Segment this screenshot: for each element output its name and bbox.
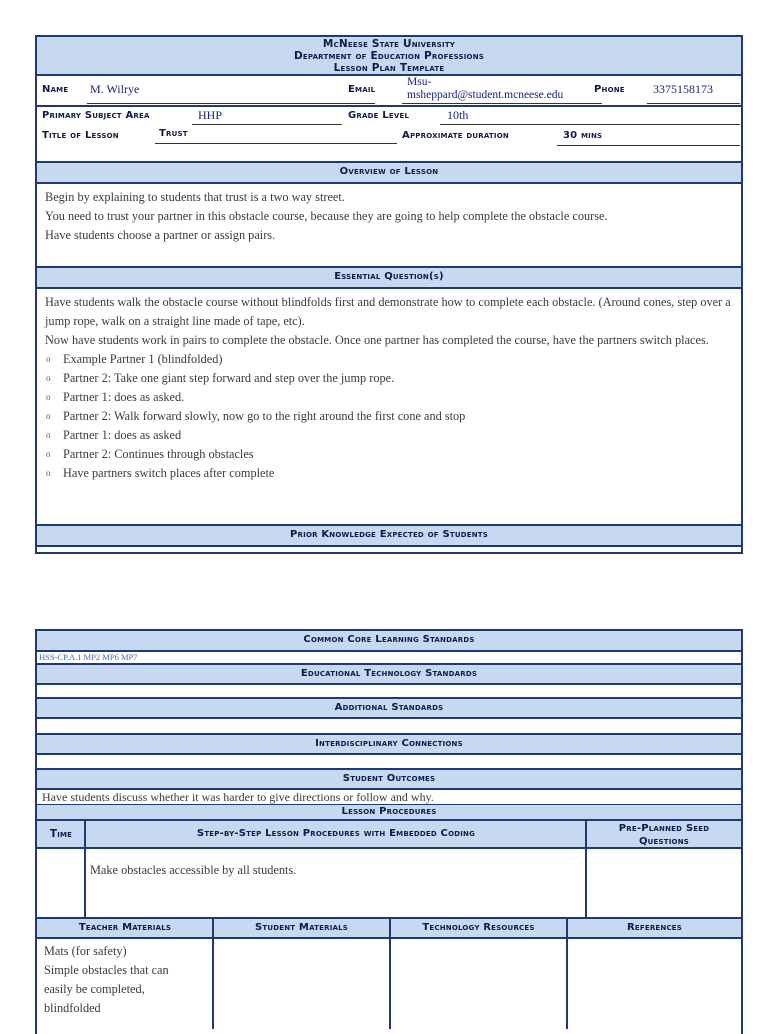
outcomes-value: Have students discuss whether it was harder to give directions or follow and why.: [42, 790, 434, 804]
common-core-body: [37, 652, 741, 665]
procedure-step-text: Make obstacles accessible by all students.: [90, 863, 297, 877]
subject-label: Primary Subject Area: [42, 110, 150, 121]
spacer-row: [37, 146, 741, 163]
essential-body: [37, 289, 741, 526]
grade-underline: [440, 124, 740, 125]
ed-tech-heading: Educational Technology Standards: [300, 668, 478, 679]
email-value-line1: Msu-: [407, 76, 432, 88]
name-value: M. Wilrye: [90, 82, 140, 96]
duration-value: 30 mins: [563, 130, 603, 141]
list-item: o Partner 2: Take one giant step forward and step over the jump rope.: [37, 369, 741, 388]
overview-heading-band: [37, 163, 741, 184]
phone-value: 3375158173: [653, 82, 713, 96]
grade-label: Grade Level: [348, 110, 410, 121]
list-item: o Partner 1: does as asked.: [37, 388, 741, 407]
teacher-materials-heading: Teacher Materials: [78, 922, 172, 933]
lesson-plan-header-table: [35, 35, 743, 554]
title-value: Trust: [159, 128, 188, 139]
student-materials-heading: Student Materials: [254, 922, 349, 933]
teacher-material-line: Mats (for safety): [44, 944, 127, 958]
teacher-material-line: easily be completed,: [44, 982, 145, 996]
column-divider: [566, 939, 568, 1029]
overview-body: [37, 184, 741, 268]
materials-header-row: [37, 919, 741, 939]
procedures-heading-band: [37, 805, 741, 821]
procedures-body-row: [37, 849, 741, 919]
department-name: Department of Education Professions: [293, 50, 485, 62]
name-underline: [87, 103, 375, 104]
list-item: o Have partners switch places after complete: [37, 464, 741, 483]
materials-body-row: [37, 939, 741, 1029]
outcomes-heading: Student Outcomes: [342, 773, 436, 784]
essential-heading-band: [37, 268, 741, 289]
prior-knowledge-heading-band: [37, 526, 741, 547]
title-underline: [155, 143, 397, 144]
technology-resources-heading: Technology Resources: [422, 922, 535, 933]
title-band: [37, 37, 741, 76]
subject-value: HHP: [198, 108, 223, 122]
procedures-heading: Lesson Procedures: [341, 806, 437, 817]
subject-row: [37, 107, 741, 126]
standards-table: [35, 629, 743, 1034]
list-item: o Partner 1: does as asked: [37, 426, 741, 445]
subject-underline: [192, 124, 342, 125]
overview-heading: Overview of Lesson: [339, 166, 439, 177]
column-steps: Step-by-Step Lesson Procedures with Embedded Coding: [196, 828, 476, 839]
outcomes-body: [37, 790, 741, 805]
grade-value: 10th: [447, 108, 469, 122]
essential-paragraph-1: Have students walk the obstacle course without blindfolds first and demonstrate how to complete each obstacle. (Around cones, step over a jump rope, walk on a straight line made of tape, etc).: [45, 295, 731, 328]
common-core-heading-band: [37, 631, 741, 652]
list-item: o Partner 2: Walk forward slowly, now go to the right around the first cone and stop: [37, 407, 741, 426]
email-value-line2: msheppard@student.mcneese.edu: [407, 89, 564, 101]
outcomes-heading-band: [37, 770, 741, 790]
duration-label: Approximate duration: [402, 130, 509, 141]
overview-line-3: Have students choose a partner or assign pairs.: [45, 228, 276, 242]
phone-underline: [647, 103, 740, 104]
essential-heading: Essential Question(s): [334, 271, 444, 282]
phone-label: Phone: [594, 84, 625, 95]
email-underline: [402, 103, 602, 104]
title-row: [37, 126, 741, 146]
ed-tech-heading-band: [37, 665, 741, 685]
template-name: Lesson Plan Template: [333, 62, 445, 74]
procedures-column-header-row: [37, 821, 741, 849]
common-core-heading: Common Core Learning Standards: [303, 634, 475, 645]
overview-line-2: You need to trust your partner in this obstacle course, because they are going to help complete the obstacle course.: [45, 209, 608, 223]
name-row: [37, 76, 741, 107]
column-divider: [84, 849, 86, 917]
teacher-materials-list: [44, 942, 169, 1018]
ed-tech-body: [37, 685, 741, 699]
interdisciplinary-heading-band: [37, 735, 741, 755]
list-item: o Example Partner 1 (blindfolded): [37, 350, 741, 369]
name-label: Name: [42, 84, 69, 95]
interdisciplinary-heading: Interdisciplinary Connections: [315, 738, 463, 749]
additional-heading-band: [37, 699, 741, 719]
column-divider: [389, 939, 391, 1029]
common-core-value: HSS-CP.A.1 MP2 MP6 MP7: [39, 652, 138, 662]
column-divider: [585, 849, 587, 917]
additional-body: [37, 719, 741, 735]
column-divider: [212, 939, 214, 1029]
overview-line-1: Begin by explaining to students that trust is a two way street.: [45, 190, 345, 204]
essential-paragraph-2: Now have students work in pairs to complete the obstacle. Once one partner has completed the course, have the partners switch places.: [45, 333, 709, 347]
teacher-material-line: Simple obstacles that can: [44, 963, 169, 977]
column-seed-questions: Pre-Planned Seed Questions: [618, 823, 710, 847]
essential-bullet-list: [37, 350, 741, 483]
additional-heading: Additional Standards: [334, 702, 444, 713]
title-label: Title of Lesson: [42, 130, 119, 141]
references-heading: References: [626, 922, 683, 933]
interdisciplinary-body: [37, 755, 741, 770]
university-name: McNeese State University: [322, 38, 456, 50]
column-time: Time: [49, 828, 73, 840]
prior-knowledge-body: [37, 547, 741, 561]
list-item: o Partner 2: Continues through obstacles: [37, 445, 741, 464]
email-label: Email: [348, 84, 376, 95]
prior-knowledge-heading: Prior Knowledge Expected of Students: [290, 529, 488, 540]
teacher-material-line: blindfolded: [44, 1001, 101, 1015]
